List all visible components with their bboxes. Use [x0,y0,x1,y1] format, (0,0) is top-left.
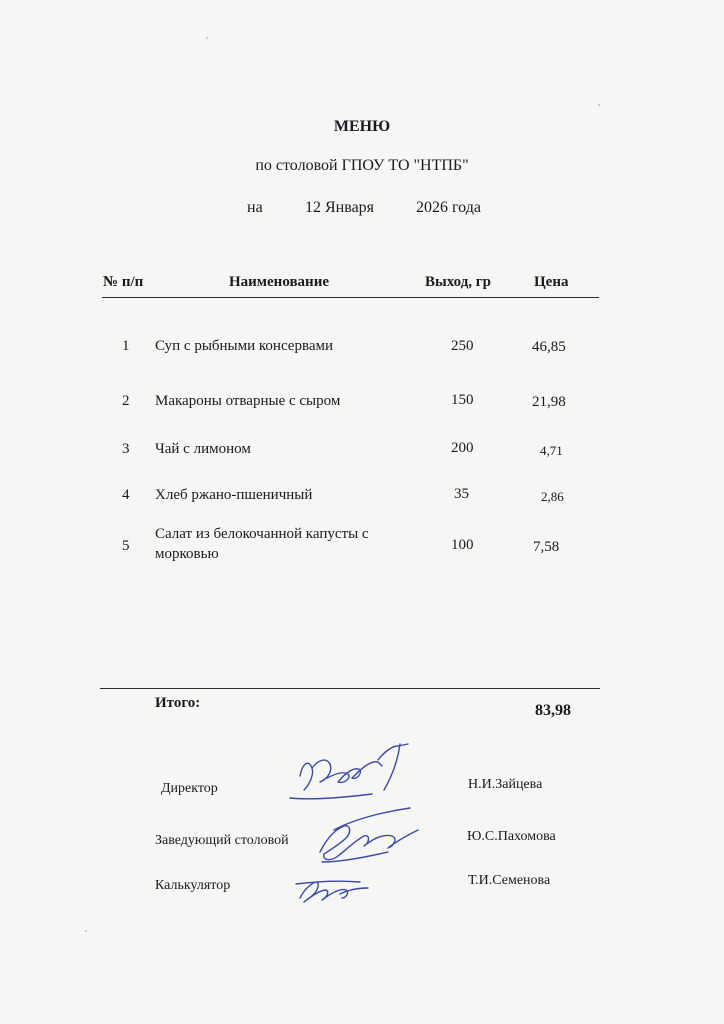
dish-name: Чай с лимоном [155,441,251,457]
date-day-month: 12 Января [305,199,375,216]
dish-yield: 150 [451,392,474,408]
document-title: МЕНЮ [333,118,391,135]
calculator-role: Калькулятор [155,878,231,893]
dish-price: 7,58 [533,539,560,555]
header-price: Цена [534,274,569,290]
dish-yield: 200 [451,440,474,456]
calculator-name: Т.И.Семенова [468,873,551,888]
row-number: 1 [122,338,130,354]
row-number: 4 [122,487,130,503]
dish-yield: 35 [454,486,469,502]
dish-name-line-1: Салат из белокочанной капусты с [155,526,369,542]
total-label: Итого: [155,695,201,711]
row-number: 5 [122,538,130,554]
scan-speck [598,104,600,106]
dish-yield: 250 [451,338,474,354]
dish-yield: 100 [451,537,474,553]
header-number: № п/п [103,274,144,290]
header-name: Наименование [229,274,329,290]
scan-speck [206,37,208,39]
dish-name: Макароны отварные с сыром [155,393,341,409]
calculator-signature [296,881,368,902]
canteen-head-name: Ю.С.Пахомова [467,829,556,844]
dish-name: Суп с рыбными консервами [155,338,334,354]
dish-price: 46,85 [532,339,566,355]
date-prefix: на [247,199,263,216]
director-signature [290,744,408,799]
dish-price: 2,86 [541,489,564,504]
dish-price: 21,98 [532,394,566,410]
scan-speck [85,930,87,932]
director-name: Н.И.Зайцева [468,777,543,792]
dish-name-line-2: морковью [155,546,219,562]
canteen-head-role: Заведующий столовой [155,833,289,848]
total-value: 83,98 [535,702,571,719]
row-number: 2 [122,393,130,409]
row-number: 3 [122,441,130,457]
director-role: Директор [161,781,218,796]
canteen-head-signature [320,808,418,862]
date-year: 2026 года [416,199,481,216]
document-subtitle: по столовой ГПОУ ТО "НТПБ" [255,157,469,174]
header-yield: Выход, гр [425,274,491,290]
dish-name: Хлеб ржано-пшеничный [155,487,313,503]
dish-price: 4,71 [540,443,563,458]
